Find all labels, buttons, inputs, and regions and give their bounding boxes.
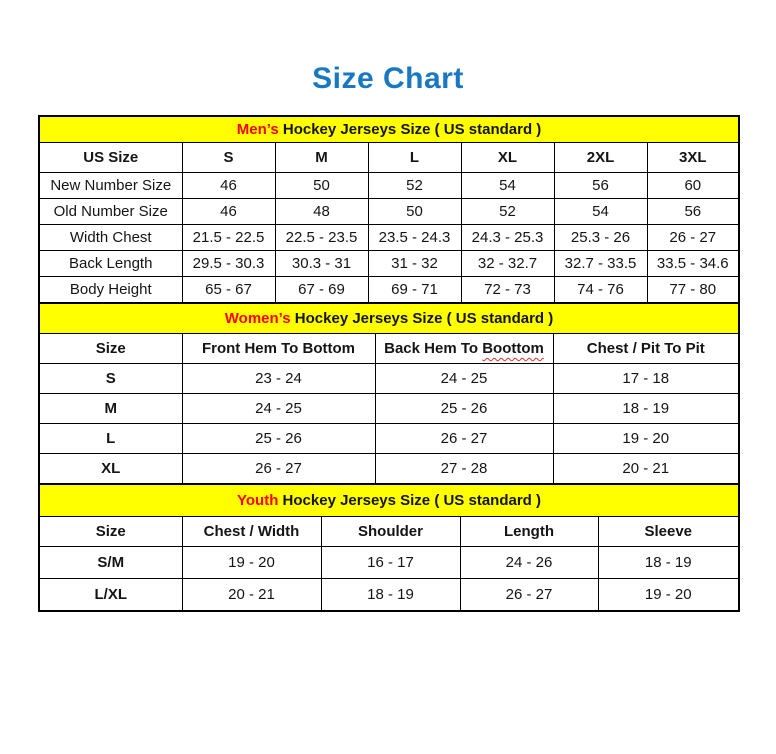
value-cell: 24 - 26 — [460, 547, 598, 579]
col-header-3xl: 3XL — [647, 143, 739, 173]
col-header-l: L — [368, 143, 461, 173]
table-row — [39, 173, 739, 199]
value-cell: 60 — [647, 173, 739, 199]
value-cell: 18 - 19 — [553, 394, 739, 424]
table-row — [39, 251, 739, 277]
table-row — [39, 394, 739, 424]
value-cell: 67 - 69 — [275, 277, 368, 304]
value-cell: 33.5 - 34.6 — [647, 251, 739, 277]
row-label: L/XL — [39, 579, 182, 612]
col-header-chest-pit: Chest / Pit To Pit — [553, 334, 739, 364]
back-hem-misspelled-word: Boottom — [482, 340, 544, 357]
youth-band-rest: Hockey Jerseys Size ( US standard ) — [278, 492, 541, 509]
value-cell: 48 — [275, 199, 368, 225]
womens-band-row — [39, 303, 739, 334]
value-cell: 54 — [461, 173, 554, 199]
value-cell: 21.5 - 22.5 — [182, 225, 275, 251]
value-cell: 29.5 - 30.3 — [182, 251, 275, 277]
value-cell: 56 — [647, 199, 739, 225]
table-row — [39, 424, 739, 454]
value-cell: 30.3 - 31 — [275, 251, 368, 277]
value-cell: 26 - 27 — [460, 579, 598, 612]
value-cell: 26 - 27 — [375, 424, 553, 454]
youth-band-accent: Youth — [237, 492, 279, 509]
value-cell: 24 - 25 — [182, 394, 375, 424]
value-cell: 19 - 20 — [598, 579, 739, 612]
value-cell: 27 - 28 — [375, 454, 553, 485]
value-cell: 17 - 18 — [553, 364, 739, 394]
value-cell: 56 — [554, 173, 647, 199]
value-cell: 19 - 20 — [182, 547, 321, 579]
value-cell: 20 - 21 — [182, 579, 321, 612]
womens-band-title — [39, 303, 739, 334]
value-cell: 25 - 26 — [375, 394, 553, 424]
mens-header-row — [39, 143, 739, 173]
table-row — [39, 225, 739, 251]
value-cell: 24 - 25 — [375, 364, 553, 394]
row-label: Width Chest — [39, 225, 182, 251]
mens-size-table — [38, 115, 740, 304]
row-label: XL — [39, 454, 182, 485]
value-cell: 46 — [182, 173, 275, 199]
value-cell: 26 - 27 — [647, 225, 739, 251]
value-cell: 32 - 32.7 — [461, 251, 554, 277]
value-cell: 19 - 20 — [553, 424, 739, 454]
value-cell: 54 — [554, 199, 647, 225]
col-header-sleeve: Sleeve — [598, 517, 739, 547]
youth-size-table — [38, 483, 740, 612]
mens-band-rest: Hockey Jerseys Size ( US standard ) — [278, 121, 542, 138]
page-title: Size Chart — [312, 62, 464, 95]
value-cell: 18 - 19 — [321, 579, 460, 612]
womens-header-row — [39, 334, 739, 364]
value-cell: 52 — [461, 199, 554, 225]
value-cell: 20 - 21 — [553, 454, 739, 485]
mens-band-accent: Men’s — [236, 121, 279, 138]
value-cell: 16 - 17 — [321, 547, 460, 579]
row-label: Back Length — [39, 251, 182, 277]
col-header-chest-width: Chest / Width — [182, 517, 321, 547]
value-cell: 50 — [275, 173, 368, 199]
value-cell: 46 — [182, 199, 275, 225]
value-cell: 25 - 26 — [182, 424, 375, 454]
col-header-s: S — [182, 143, 275, 173]
col-header-size: Size — [39, 334, 182, 364]
womens-size-table — [38, 302, 740, 485]
youth-band-row — [39, 484, 739, 517]
mens-band-title — [39, 116, 739, 143]
table-row — [39, 277, 739, 304]
value-cell: 74 - 76 — [554, 277, 647, 304]
col-header-m: M — [275, 143, 368, 173]
row-label: Old Number Size — [39, 199, 182, 225]
value-cell: 23 - 24 — [182, 364, 375, 394]
row-label: L — [39, 424, 182, 454]
youth-band-title — [39, 484, 739, 517]
mens-band-row — [39, 116, 739, 143]
womens-band-accent: Women’s — [224, 310, 291, 327]
value-cell: 52 — [368, 173, 461, 199]
table-row — [39, 547, 739, 579]
value-cell: 31 - 32 — [368, 251, 461, 277]
col-header-xl: XL — [461, 143, 554, 173]
youth-header-row — [39, 517, 739, 547]
col-header-length: Length — [460, 517, 598, 547]
value-cell: 77 - 80 — [647, 277, 739, 304]
table-row — [39, 579, 739, 612]
value-cell: 32.7 - 33.5 — [554, 251, 647, 277]
womens-band-rest: Hockey Jerseys Size ( US standard ) — [290, 310, 554, 327]
value-cell: 65 - 67 — [182, 277, 275, 304]
value-cell: 18 - 19 — [598, 547, 739, 579]
table-row — [39, 454, 739, 485]
value-cell: 25.3 - 26 — [554, 225, 647, 251]
row-label: S/M — [39, 547, 182, 579]
col-header-size: Size — [39, 517, 182, 547]
col-header-us-size: US Size — [39, 143, 182, 173]
table-row — [39, 364, 739, 394]
value-cell: 23.5 - 24.3 — [368, 225, 461, 251]
col-header-2xl: 2XL — [554, 143, 647, 173]
row-label: M — [39, 394, 182, 424]
value-cell: 22.5 - 23.5 — [275, 225, 368, 251]
value-cell: 24.3 - 25.3 — [461, 225, 554, 251]
col-header-shoulder: Shoulder — [321, 517, 460, 547]
value-cell: 72 - 73 — [461, 277, 554, 304]
value-cell: 50 — [368, 199, 461, 225]
back-hem-prefix: Back Hem To — [384, 340, 483, 357]
value-cell: 26 - 27 — [182, 454, 375, 485]
row-label: S — [39, 364, 182, 394]
col-header-back-hem — [375, 334, 553, 364]
row-label: New Number Size — [39, 173, 182, 199]
table-row — [39, 199, 739, 225]
value-cell: 69 - 71 — [368, 277, 461, 304]
col-header-front-hem: Front Hem To Bottom — [182, 334, 375, 364]
row-label: Body Height — [39, 277, 182, 304]
